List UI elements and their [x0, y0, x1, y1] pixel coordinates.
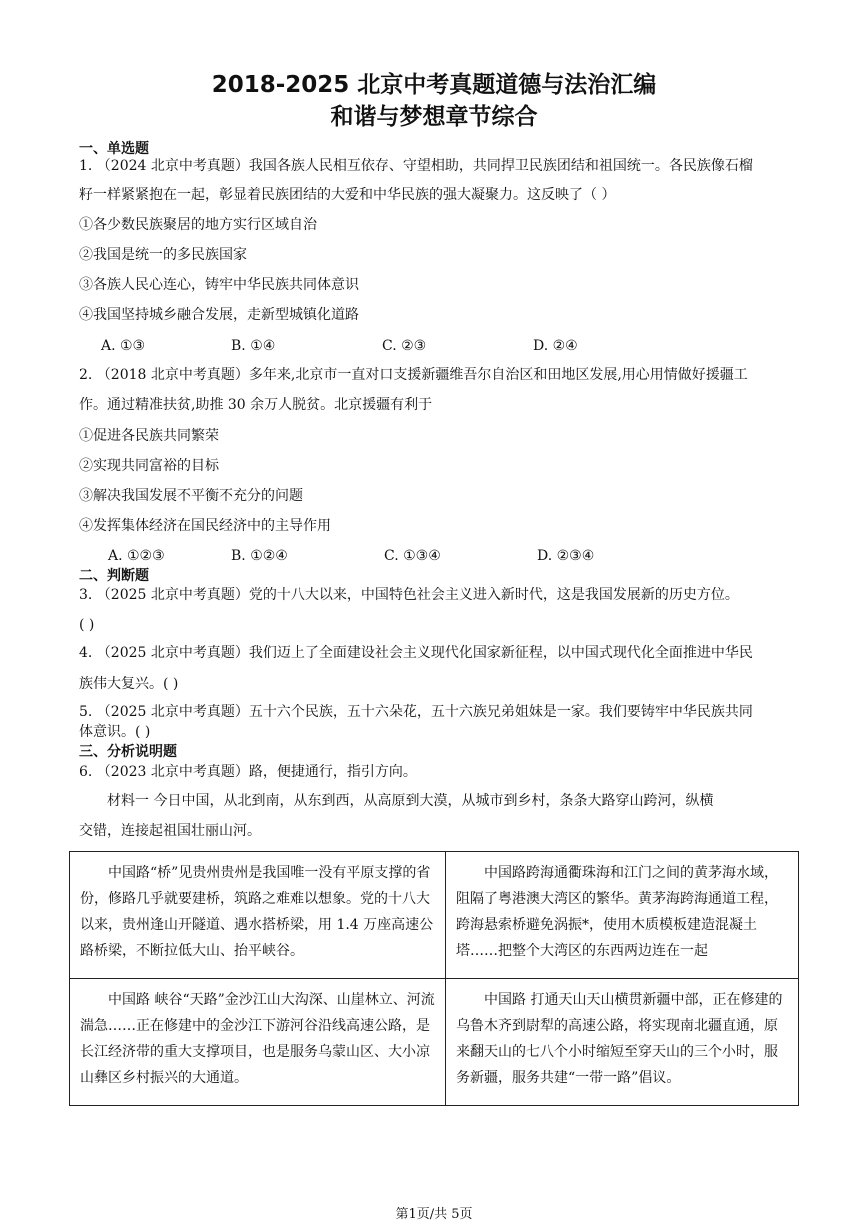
q1-statement-1: ①各少数民族聚居的地方实行区域自治 [79, 217, 317, 233]
table-cell-huangmaohai [446, 852, 799, 979]
q2-option-a: A. ①②③ [108, 548, 165, 564]
q3-stem-line1: 3. （2025 北京中考真题）党的十八大以来，中国特色社会主义进入新时代，这是我国发展新的历史方位。 [79, 587, 739, 603]
document-title: 2018-2025 北京中考真题道德与法治汇编 [211, 72, 657, 98]
q1-stem-line1: 1. （2024 北京中考真题）我国各族人民相互依存、守望相助，共同捍卫民族团结和祖国统一。各民族像石榴 [79, 158, 753, 174]
q6-material-line2: 交错，连接起祖国壮丽山河。 [79, 823, 261, 839]
q1-statement-3: ③各族人民心连心，铸牢中华民族共同体意识 [79, 277, 359, 293]
q1-option-d: D. ②④ [533, 338, 578, 354]
cell-text: 中国路 峡谷“天路”金沙江山大沟深、山崖林立、河流湍急……正在修建中的金沙江下游河谷沿线高速公路，是长江经济带的重大支撑项目，也是服务乌蒙山区、大小凉山彝区乡村振兴的大通道。 [80, 992, 435, 1086]
q1-option-a: A. ①③ [101, 338, 146, 354]
q2-option-b: B. ①②④ [231, 548, 288, 564]
cell-text: 中国路“桥”见贵州贵州是我国唯一没有平原支撑的省份，修路几乎就要建桥，筑路之难难以想象。党的十八大以来，贵州逢山开隧道、遇水搭桥梁，用 1.4 万座高速公路桥梁，不断拉低大山、抬平峡谷。 [80, 865, 434, 959]
page-number: 第1页/共 5页 [395, 1207, 473, 1222]
q3-answer-blank: ( ) [79, 617, 95, 633]
table-row [70, 979, 799, 1106]
q6-stem-line1: 6. （2023 北京中考真题）路，便捷通行，指引方向。 [79, 764, 417, 780]
q6-material-table [69, 851, 799, 1106]
cell-text: 中国路 打通天山天山横贯新疆中部，正在修建的乌鲁木齐到尉犁的高速公路，将实现南北疆直通，原来翻天山的七八个小时缩短至穿天山的三个小时，服务新疆，服务共建“一带一路”倡议。 [456, 992, 783, 1086]
table-cell-jinshajiang [70, 979, 446, 1106]
table-cell-guizhou [70, 852, 446, 979]
q5-stem-line2: 体意识。( ) [79, 724, 151, 740]
q2-stem-line2: 作。通过精准扶贫,助推 30 余万人脱贫。北京援疆有利于 [79, 397, 433, 413]
q1-option-c: C. ②③ [382, 338, 427, 354]
table-cell-tianshan [446, 979, 799, 1106]
q1-statement-4: ④我国坚持城乡融合发展，走新型城镇化道路 [79, 307, 359, 323]
table-row [70, 852, 799, 979]
q1-statement-2: ②我国是统一的多民族国家 [79, 247, 247, 263]
q6-material-line1: 材料一 今日中国，从北到南，从东到西，从高原到大漠，从城市到乡村，条条大路穿山跨河，纵横 [107, 793, 714, 809]
q2-option-c: C. ①③④ [384, 548, 441, 564]
q4-stem-line2: 族伟大复兴。( ) [79, 676, 179, 692]
q4-stem-line1: 4. （2025 北京中考真题）我们迈上了全面建设社会主义现代化国家新征程，以中国式现代化全面推进中华民 [79, 645, 753, 661]
q1-stem-line2: 籽一样紧紧抱在一起，彰显着民族团结的大爱和中华民族的强大凝聚力。这反映了（ ） [79, 187, 616, 203]
cell-text: 中国路跨海通衢珠海和江门之间的黄茅海水域，阻隔了粤港澳大湾区的繁华。黄茅海跨海通道工程，跨海悬索桥避免涡振*，使用木质模板建造混凝土塔……把整个大湾区的东西两边连在一起 [456, 865, 778, 959]
q2-statement-4: ④发挥集体经济在国民经济中的主导作用 [79, 518, 331, 534]
q2-stem-line1: 2. （2018 北京中考真题）多年来,北京市一直对口支援新疆维吾尔自治区和田地区发展,用心用情做好援疆工 [79, 367, 748, 383]
q2-option-d: D. ②③④ [537, 548, 595, 564]
q1-option-b: B. ①④ [231, 338, 276, 354]
q2-statement-2: ②实现共同富裕的目标 [79, 458, 219, 474]
document-subtitle: 和谐与梦想章节综合 [330, 104, 538, 130]
q2-statement-3: ③解决我国发展不平衡不充分的问题 [79, 488, 303, 504]
section-heading-single-choice: 一、单选题 [79, 141, 149, 157]
q2-statement-1: ①促进各民族共同繁荣 [79, 428, 219, 444]
section-heading-true-false: 二、判断题 [79, 568, 149, 584]
q5-stem-line1: 5. （2025 北京中考真题）五十六个民族，五十六朵花，五十六族兄弟姐妹是一家。我们要铸牢中华民族共同 [79, 704, 753, 720]
section-heading-analysis: 三、分析说明题 [79, 744, 177, 760]
